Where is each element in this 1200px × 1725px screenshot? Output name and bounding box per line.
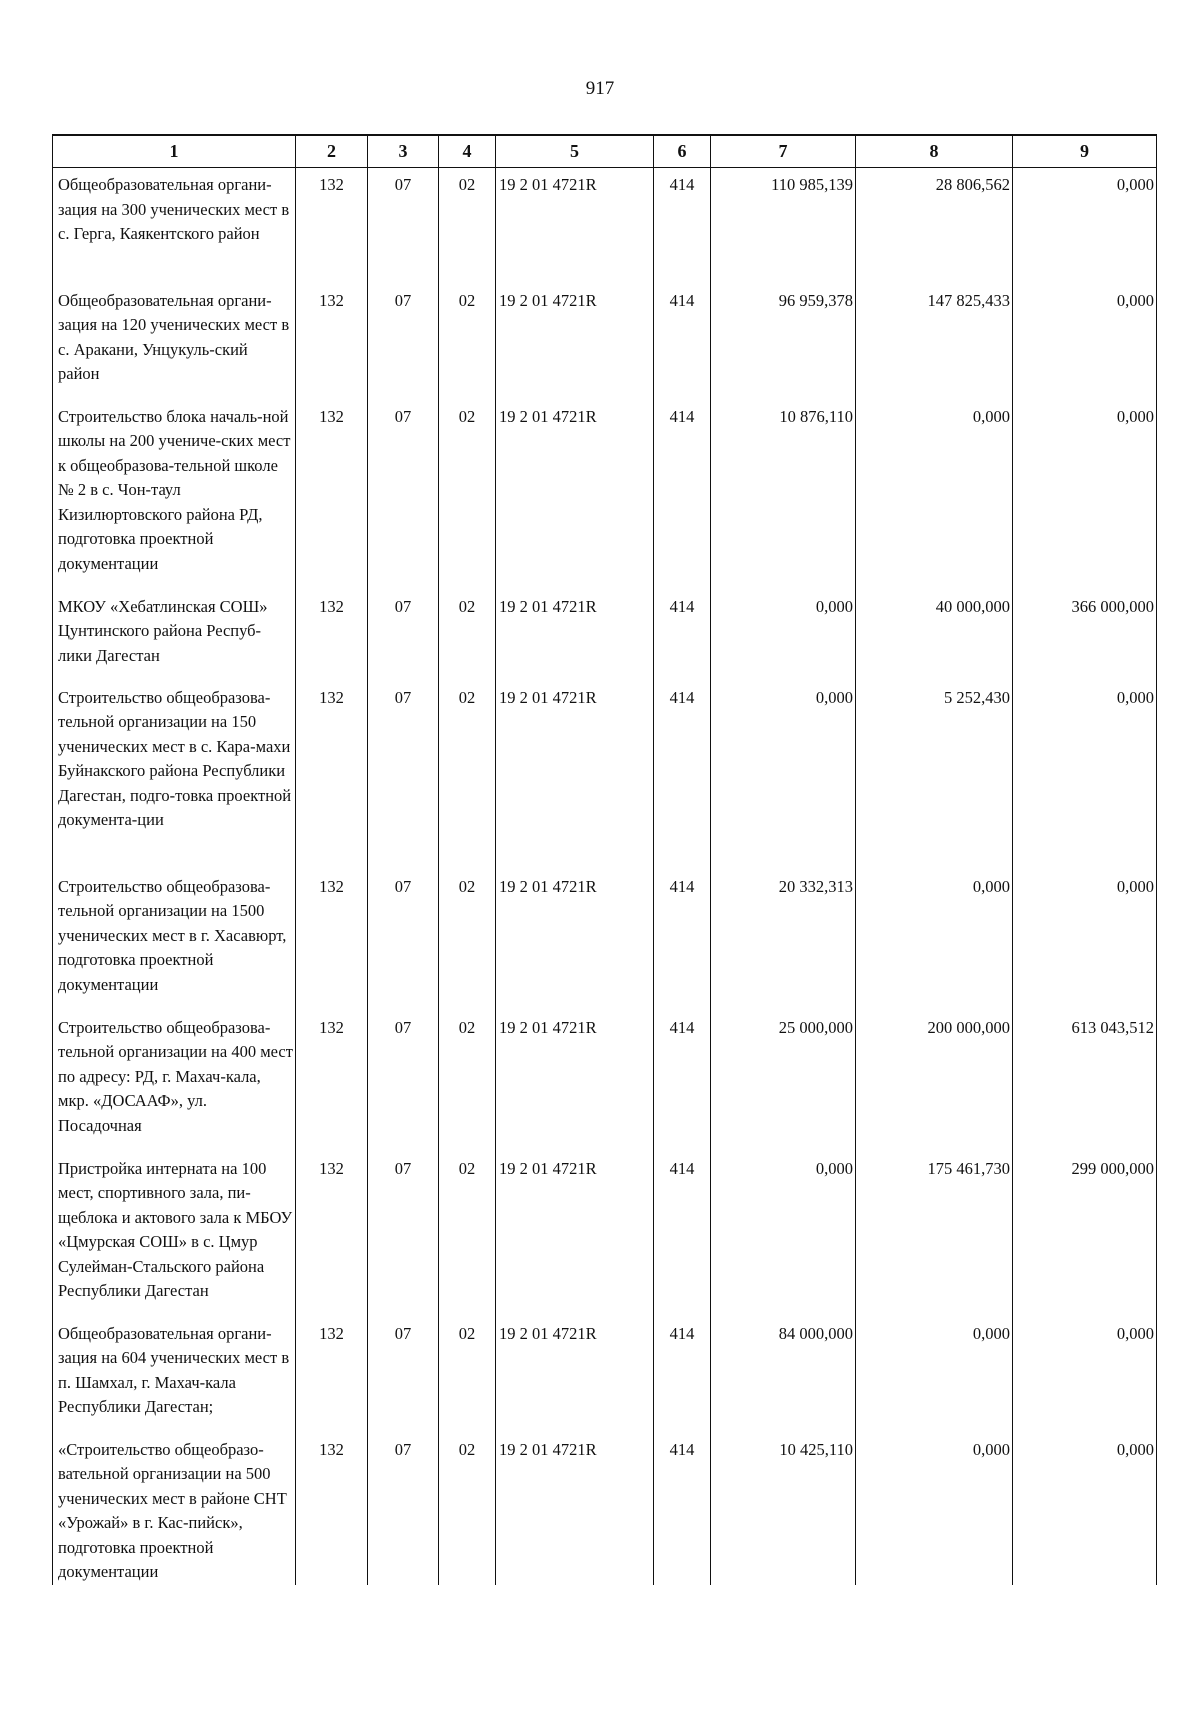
code-col-4: 02	[439, 1011, 496, 1152]
amount-col-7: 0,000	[711, 590, 856, 681]
amount-col-9: 0,000	[1013, 284, 1157, 400]
code-col-3: 07	[368, 681, 439, 870]
object-name: Строительство общеобразова-тельной организации на 150 ученических мест в с. Кара-махи Буйнакского района Республики Дагестан, подго-товка проектной документа-ции	[53, 681, 296, 870]
amount-col-9: 0,000	[1013, 1433, 1157, 1585]
object-name: Строительство общеобразова-тельной организации на 1500 ученических мест в г. Хасавюрт, подготовка проектной документации	[53, 870, 296, 1011]
amount-col-7: 84 000,000	[711, 1317, 856, 1433]
code-col-3: 07	[368, 284, 439, 400]
code-col-3: 07	[368, 1433, 439, 1585]
code-col-6: 414	[654, 870, 711, 1011]
code-col-5: 19 2 01 4721R	[496, 1152, 654, 1317]
code-col-2: 132	[296, 1317, 368, 1433]
code-col-5: 19 2 01 4721R	[496, 681, 654, 870]
code-col-2: 132	[296, 681, 368, 870]
code-col-5: 19 2 01 4721R	[496, 284, 654, 400]
header-col-9: 9	[1013, 135, 1157, 168]
amount-col-9: 366 000,000	[1013, 590, 1157, 681]
amount-col-9: 0,000	[1013, 870, 1157, 1011]
object-name: Общеобразовательная органи-зация на 604 ученических мест в п. Шамхал, г. Махач-кала Республики Дагестан;	[53, 1317, 296, 1433]
amount-col-8: 0,000	[856, 1317, 1013, 1433]
code-col-6: 414	[654, 681, 711, 870]
table-row	[53, 1317, 1157, 1433]
code-col-6: 414	[654, 1317, 711, 1433]
amount-col-7: 0,000	[711, 1152, 856, 1317]
object-name: Строительство общеобразова-тельной организации на 400 мест по адресу: РД, г. Махач-кала, мкр. «ДОСААФ», ул. Посадочная	[53, 1011, 296, 1152]
code-col-4: 02	[439, 284, 496, 400]
amount-col-8: 40 000,000	[856, 590, 1013, 681]
table-row	[53, 870, 1157, 1011]
table-row	[53, 1152, 1157, 1317]
table-row	[53, 400, 1157, 590]
header-col-7: 7	[711, 135, 856, 168]
amount-col-8: 200 000,000	[856, 1011, 1013, 1152]
table-row	[53, 168, 1157, 284]
amount-col-8: 28 806,562	[856, 168, 1013, 284]
code-col-6: 414	[654, 1011, 711, 1152]
amount-col-7: 0,000	[711, 681, 856, 870]
object-name: Пристройка интерната на 100 мест, спортивного зала, пи-щеблока и актового зала к МБОУ «Цмурская СОШ» в с. Цмур Сулейман-Стальского района Республики Дагестан	[53, 1152, 296, 1317]
header-row	[53, 135, 1157, 168]
code-col-5: 19 2 01 4721R	[496, 400, 654, 590]
table-row	[53, 590, 1157, 681]
code-col-2: 132	[296, 1152, 368, 1317]
code-col-6: 414	[654, 168, 711, 284]
code-col-5: 19 2 01 4721R	[496, 590, 654, 681]
amount-col-7: 110 985,139	[711, 168, 856, 284]
amount-col-7: 10 425,110	[711, 1433, 856, 1585]
amount-col-9: 613 043,512	[1013, 1011, 1157, 1152]
code-col-6: 414	[654, 1152, 711, 1317]
code-col-6: 414	[654, 590, 711, 681]
amount-col-8: 0,000	[856, 1433, 1013, 1585]
amount-col-7: 96 959,378	[711, 284, 856, 400]
amount-col-8: 175 461,730	[856, 1152, 1013, 1317]
amount-col-9: 0,000	[1013, 400, 1157, 590]
amount-col-7: 10 876,110	[711, 400, 856, 590]
amount-col-9: 0,000	[1013, 168, 1157, 284]
code-col-3: 07	[368, 870, 439, 1011]
code-col-4: 02	[439, 590, 496, 681]
code-col-4: 02	[439, 681, 496, 870]
header-col-2: 2	[296, 135, 368, 168]
code-col-5: 19 2 01 4721R	[496, 168, 654, 284]
code-col-3: 07	[368, 400, 439, 590]
header-col-4: 4	[439, 135, 496, 168]
amount-col-7: 20 332,313	[711, 870, 856, 1011]
amount-col-8: 5 252,430	[856, 681, 1013, 870]
header-col-6: 6	[654, 135, 711, 168]
code-col-5: 19 2 01 4721R	[496, 1433, 654, 1585]
amount-col-9: 0,000	[1013, 1317, 1157, 1433]
code-col-2: 132	[296, 870, 368, 1011]
object-name: Общеобразовательная органи-зация на 120 ученических мест в с. Аракани, Унцукуль-ский район	[53, 284, 296, 400]
table-row	[53, 284, 1157, 400]
code-col-2: 132	[296, 590, 368, 681]
code-col-4: 02	[439, 168, 496, 284]
amount-col-9: 299 000,000	[1013, 1152, 1157, 1317]
code-col-4: 02	[439, 1433, 496, 1585]
amount-col-7: 25 000,000	[711, 1011, 856, 1152]
code-col-4: 02	[439, 400, 496, 590]
table-row	[53, 1011, 1157, 1152]
amount-col-8: 0,000	[856, 400, 1013, 590]
code-col-4: 02	[439, 870, 496, 1011]
code-col-4: 02	[439, 1317, 496, 1433]
code-col-5: 19 2 01 4721R	[496, 870, 654, 1011]
code-col-2: 132	[296, 1433, 368, 1585]
object-name: Общеобразовательная органи-зация на 300 ученических мест в с. Герга, Каякентского район	[53, 168, 296, 284]
code-col-6: 414	[654, 284, 711, 400]
object-name: Строительство блока началь-ной школы на 200 учениче-ских мест к общеобразова-тельной школе № 2 в с. Чон-таул Кизилюртовского района РД, подготовка проектной документации	[53, 400, 296, 590]
code-col-2: 132	[296, 400, 368, 590]
code-col-3: 07	[368, 590, 439, 681]
code-col-4: 02	[439, 1152, 496, 1317]
code-col-2: 132	[296, 1011, 368, 1152]
table-row	[53, 681, 1157, 870]
code-col-2: 132	[296, 168, 368, 284]
code-col-6: 414	[654, 400, 711, 590]
code-col-3: 07	[368, 1152, 439, 1317]
code-col-3: 07	[368, 1317, 439, 1433]
amount-col-9: 0,000	[1013, 681, 1157, 870]
object-name: МКОУ «Хебатлинская СОШ» Цунтинского района Респуб-лики Дагестан	[53, 590, 296, 681]
code-col-3: 07	[368, 168, 439, 284]
page-number: 917	[585, 78, 615, 99]
amount-col-8: 147 825,433	[856, 284, 1013, 400]
header-col-1: 1	[53, 135, 296, 168]
object-name: «Строительство общеобразо-вательной организации на 500 ученических мест в районе СНТ «Урожай» в г. Кас-пийск», подготовка проектной документации	[53, 1433, 296, 1585]
header-col-5: 5	[496, 135, 654, 168]
code-col-2: 132	[296, 284, 368, 400]
code-col-5: 19 2 01 4721R	[496, 1011, 654, 1152]
header-col-3: 3	[368, 135, 439, 168]
code-col-5: 19 2 01 4721R	[496, 1317, 654, 1433]
code-col-6: 414	[654, 1433, 711, 1585]
header-col-8: 8	[856, 135, 1013, 168]
budget-table	[52, 134, 1157, 1585]
table-row	[53, 1433, 1157, 1585]
code-col-3: 07	[368, 1011, 439, 1152]
amount-col-8: 0,000	[856, 870, 1013, 1011]
